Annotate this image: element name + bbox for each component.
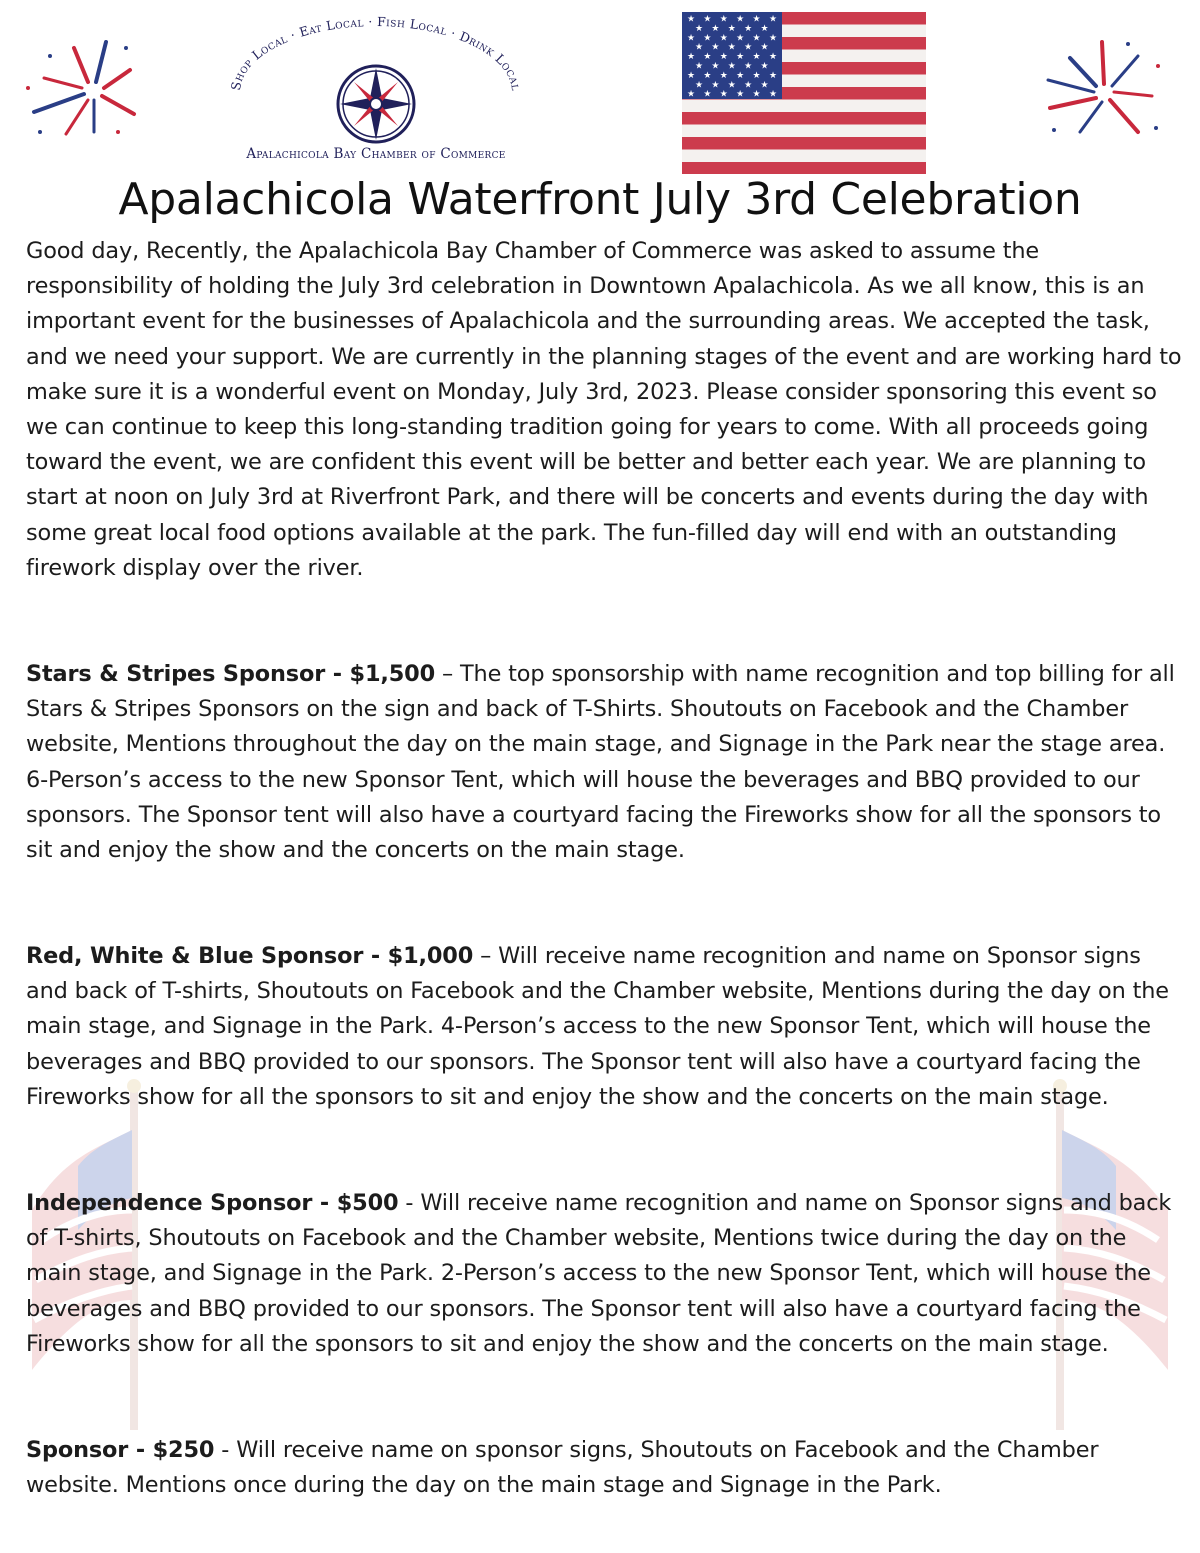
flag-star: ★ [686, 14, 696, 25]
flag-star: ★ [736, 70, 745, 81]
flag-star: ★ [694, 80, 704, 91]
flag-star: ★ [760, 42, 769, 53]
flag-star: ★ [736, 14, 745, 25]
tier-name: Stars & Stripes Sponsor - $1,500 [26, 661, 436, 687]
sponsor-tier-basic [26, 1433, 1182, 1503]
us-flag-icon [682, 12, 926, 174]
tier-separator: – [435, 661, 461, 687]
flag-star: ★ [686, 70, 696, 81]
tier-description: The top sponsorship with name recognition and top billing for all Stars & Stripes Sponsors on the sign and back of T-Shirts. Shoutouts on Facebook and the Chamber website, Mentions throughout the day on the main stage, and Signage in the Park near the stage area. 6-Person’s access to the new Sponsor Tent, which will house the beverages and BBQ provided to our sponsors. The Sponsor tent will also have a courtyard facing the Fireworks show for all the sponsors to sit and enjoy the show and the concerts on the main stage. [26, 661, 1175, 864]
sponsor-tier-independence [26, 1186, 1182, 1362]
flag-star: ★ [711, 80, 720, 91]
flag-star: ★ [752, 14, 761, 25]
page-title: Apalachicola Waterfront July 3rd Celebration [118, 174, 1082, 225]
chamber-logo [226, 16, 526, 166]
flag-star: ★ [752, 33, 761, 44]
flag-star: ★ [744, 80, 753, 91]
flag-star: ★ [719, 89, 728, 100]
sponsor-tier-stars-stripes [26, 657, 1182, 868]
flag-star: ★ [694, 42, 704, 53]
flag-star: ★ [719, 14, 728, 25]
flag-star: ★ [703, 14, 712, 25]
flag-star: ★ [768, 52, 778, 63]
tier-separator: - [398, 1190, 421, 1216]
flag-star: ★ [719, 52, 728, 63]
flag-star: ★ [703, 89, 712, 100]
flag-star: ★ [694, 23, 704, 34]
flag-star: ★ [686, 33, 696, 44]
flag-star: ★ [686, 89, 696, 100]
flag-star: ★ [711, 23, 720, 34]
flag-star: ★ [736, 52, 745, 63]
flag-star: ★ [768, 14, 778, 25]
flag-star: ★ [727, 42, 736, 53]
flag-star: ★ [736, 89, 745, 100]
tier-name: Red, White & Blue Sponsor - $1,000 [26, 943, 474, 969]
logo-org-name: Apalachicola Bay Chamber of Commerce [246, 146, 506, 162]
tier-separator: – [473, 943, 499, 969]
logo-arc-text: Shop Local · Eat Local · Fish Local · Drink Local [227, 16, 525, 92]
flag-star: ★ [752, 52, 761, 63]
firework-right-icon [1040, 36, 1162, 140]
flag-star: ★ [694, 61, 704, 72]
flag-star: ★ [768, 33, 778, 44]
flag-star: ★ [719, 70, 728, 81]
tier-separator: - [214, 1437, 237, 1463]
tier-name: Independence Sponsor - $500 [26, 1190, 399, 1216]
flag-star: ★ [703, 52, 712, 63]
tier-description: Will receive name on sponsor signs, Shoutouts on Facebook and the Chamber website. Mentions once during the day on the main stage and Signage in the Park. [26, 1437, 1099, 1499]
flag-star: ★ [760, 23, 769, 34]
tier-name: Sponsor - $250 [26, 1437, 215, 1463]
flag-star: ★ [727, 23, 736, 34]
flag-star: ★ [760, 80, 769, 91]
flag-star: ★ [744, 42, 753, 53]
intro-paragraph: Good day, Recently, the Apalachicola Bay Chamber of Commerce was asked to assume the responsibility of holding the July 3rd celebration in Downtown Apalachicola. As we all know, this is an important event for the businesses of Apalachicola and the surrounding areas. We accepted the task, and we need your support. We are currently in the planning stages of the event and are working hard to make sure it is a wonderful event on Monday, July 3rd, 2023. Please consider sponsoring this event so we can continue to keep this long-standing tradition going for years to come. With all proceeds going toward the event, we are confident this event will be better and better each year. We are planning to start at noon on July 3rd at Riverfront Park, and there will be concerts and events during the day with some great local food options available at the park. The fun-filled day will end with an outstanding firework display over the river. [26, 238, 1182, 581]
flag-star: ★ [727, 80, 736, 91]
flag-star: ★ [727, 61, 736, 72]
flag-star: ★ [711, 42, 720, 53]
flag-star: ★ [719, 33, 728, 44]
flag-star: ★ [768, 89, 778, 100]
tier-description: Will receive name recognition and name on Sponsor signs and back of T-shirts, Shoutouts on Facebook and the Chamber website, Mentions twice during the day on the main stage, and Signage in the Park. 2-Person’s access to the new Sponsor Tent, which will house the beverages and BBQ provided to our sponsors. The Sponsor tent will also have a courtyard facing the Fireworks show for all the sponsors to sit and enjoy the show and the concerts on the main stage. [26, 1190, 1172, 1357]
flag-star: ★ [686, 52, 696, 63]
flag-star: ★ [752, 89, 761, 100]
flag-star: ★ [744, 61, 753, 72]
compass-rose-icon [338, 66, 414, 142]
sponsor-tier-red-white-blue [26, 939, 1182, 1115]
flag-star: ★ [768, 70, 778, 81]
flag-star: ★ [752, 70, 761, 81]
flag-star: ★ [711, 61, 720, 72]
firework-left-icon [22, 36, 140, 140]
tier-description: Will receive name recognition and name on Sponsor signs and back of T-shirts, Shoutouts on Facebook and the Chamber website, Mentions during the day on the main stage, and Signage in the Park. 4-Person’s access to the new Sponsor Tent, which will house the beverages and BBQ provided to our sponsors. The Sponsor tent will also have a courtyard facing the Fireworks show for all the sponsors to sit and enjoy the show and the concerts on the main stage. [26, 943, 1169, 1110]
flag-star: ★ [736, 33, 745, 44]
flag-star: ★ [744, 23, 753, 34]
flag-star: ★ [760, 61, 769, 72]
flag-star: ★ [703, 70, 712, 81]
flag-star: ★ [703, 33, 712, 44]
